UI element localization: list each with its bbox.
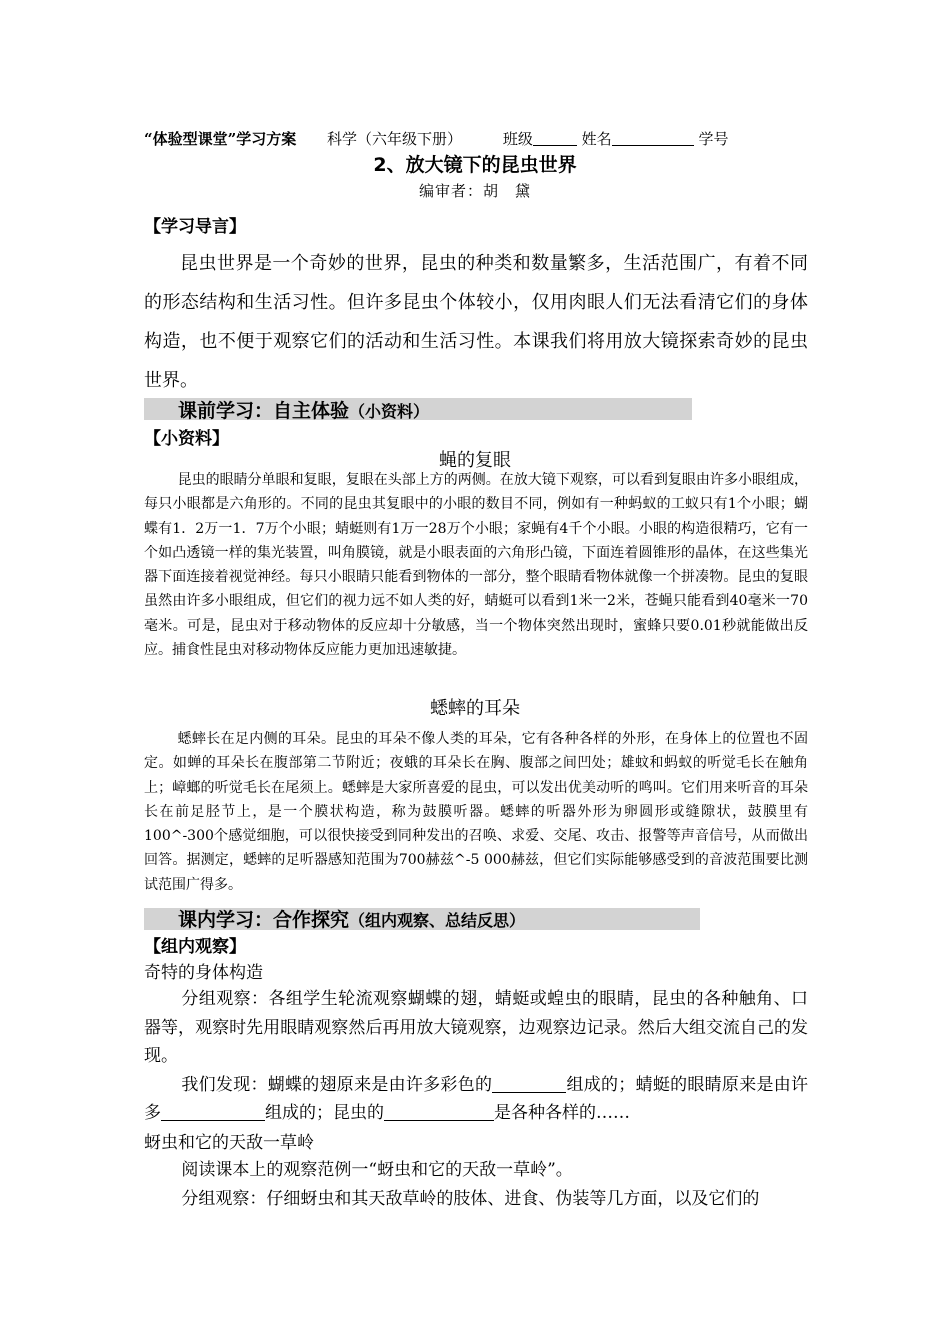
intro-paragraph: [144, 244, 808, 400]
observation-block-1: [144, 985, 808, 1128]
document-title: 2、放大镜下的昆虫世界: [373, 154, 577, 176]
findings-paragraph: [144, 1071, 808, 1128]
reading-paragraph: 阅读课本上的观察范例一“蚜虫和它的天敌一草岭”。: [181, 1160, 573, 1180]
class-blank: [533, 131, 577, 146]
section1-subtitle: （小资料）: [349, 402, 430, 421]
number-label: 学号: [698, 130, 729, 148]
header-subject: 科学（六年级下册）: [327, 130, 463, 148]
article1-body: [144, 468, 808, 662]
findings-text-a: 我们发现：蝴蝶的翅原来是由许多彩色的: [181, 1074, 493, 1095]
intro-label: 【学习导言】: [144, 217, 246, 237]
editor-line: 编审者：胡 黛: [418, 182, 531, 200]
section1-heading: [178, 396, 429, 423]
findings-text-c: 组成的；昆虫的: [265, 1103, 384, 1123]
article2-body: [144, 727, 808, 897]
fill-blank-1[interactable]: [492, 1074, 566, 1093]
name-blank: [612, 131, 694, 146]
findings-text-d: 是各种各样的……: [494, 1103, 630, 1123]
materials-label: 【小资料】: [144, 429, 229, 449]
topic2-heading: 蚜虫和它的天敌一草岭: [144, 1133, 314, 1153]
observation-para-2: 分组观察：仔细蚜虫和其天敌草岭的肢体、进食、伪装等几方面，以及它们的: [181, 1188, 760, 1209]
name-label: 姓名: [581, 130, 612, 148]
section2-title: 课内学习：合作探究: [178, 909, 350, 931]
fill-blank-2[interactable]: [161, 1102, 265, 1121]
header-title: “体验型课堂”学习方案: [144, 130, 297, 148]
observation-para-1: 分组观察：各组学生轮流观察蝴蝶的翅，蜻蜓或蝗虫的眼睛，昆虫的各种触角、口器等，观察时先用眼睛观察然后再用放大镜观察，边观察边记录。然后大组交流自己的发现。: [144, 989, 808, 1066]
section2-heading: [178, 905, 525, 932]
intro-text: 昆虫世界是一个奇妙的世界，昆虫的种类和数量繁多，生活范围广，有着不同的形态结构和生活习性。但许多昆虫个体较小，仅用肉眼人们无法看清它们的身体构造，也不便于观察它们的活动和生活习性。本课我们将用放大镜探索奇妙的昆虫世界。: [144, 253, 808, 391]
section2-subtitle: （组内观察、总结反思）: [349, 911, 526, 930]
group-observation-label: 【组内观察】: [144, 937, 246, 957]
article2-title: 蟋蟀的耳朵: [430, 698, 520, 719]
observation-block-2: [144, 1156, 808, 1213]
class-label: 班级: [502, 130, 533, 148]
article2-text: 蟋蟀长在足内侧的耳朵。昆虫的耳朵不像人类的耳朵，它有各种各样的外形，在身体上的位置也不固定。如蝉的耳朵长在腹部第二节附近；夜蛾的耳朵长在胸、腹部之间凹处；雄蚊和蚂蚁的听觉毛长在触角上；嶂螂的听觉毛长在尾须上。蟋蟀是大家所喜爱的昆虫，可以发出优美动听的鸣叫。它们用来听音的耳朵长在前足胫节上，是一个膜状构造，称为鼓膜听器。蟋蟀的听器外形为卵圆形或缝隙状，鼓膜里有100^-300个感觉细胞，可以很快接受到同种发出的召唤、求爱、交尾、攻击、报警等声音信号，从而做出回答。据测定，蟋蟀的足听器感知范围为700赫兹^-5 000赫兹，但它们实际能够感受到的音波范围要比测试范围广得多。: [144, 731, 808, 893]
section1-title: 课前学习：自主体验: [178, 400, 350, 422]
article1-title: 蝇的复眼: [439, 450, 511, 471]
header-line: [144, 128, 844, 149]
findings-text-b: 组成的；蜻蜓的眼睛原来是由许多: [144, 1074, 809, 1123]
topic1-heading: 奇特的身体构造: [144, 963, 263, 983]
fill-blank-3[interactable]: [384, 1102, 494, 1121]
article1-text: 昆虫的眼睛分单眼和复眼，复眼在头部上方的两侧。在放大镜下观察，可以看到复眼由许多小眼组成，每只小眼都是六角形的。不同的昆虫其复眼中的小眼的数目不同，例如有一种蚂蚁的工蚁只有1个小眼；蝴蝶有1．2万一1．7万个小眼；蜻蜓则有1万一28万个小眼；家蝇有4千个小眼。小眼的构造很精巧，它有一个如凸透镜一样的集光装置，叫角膜镜，就是小眼表面的六角形凸镜，下面连着圆锥形的晶体，在这些集光器下面连接着视觉神经。每只小眼睛只能看到物体的一部分，整个眼睛看物体就像一个拼凑物。昆虫的复眼虽然由许多小眼组成，但它们的视力远不如人类的好，蜻蜓可以看到1米一2米，苍蝇只能看到40毫米一70毫米。可是，昆虫对于移动物体的反应却十分敏感，当一个物体突然出现时，蜜蜂只要0.01秒就能做出反应。捕食性昆虫对移动物体反应能力更加迅速敏捷。: [144, 472, 808, 659]
